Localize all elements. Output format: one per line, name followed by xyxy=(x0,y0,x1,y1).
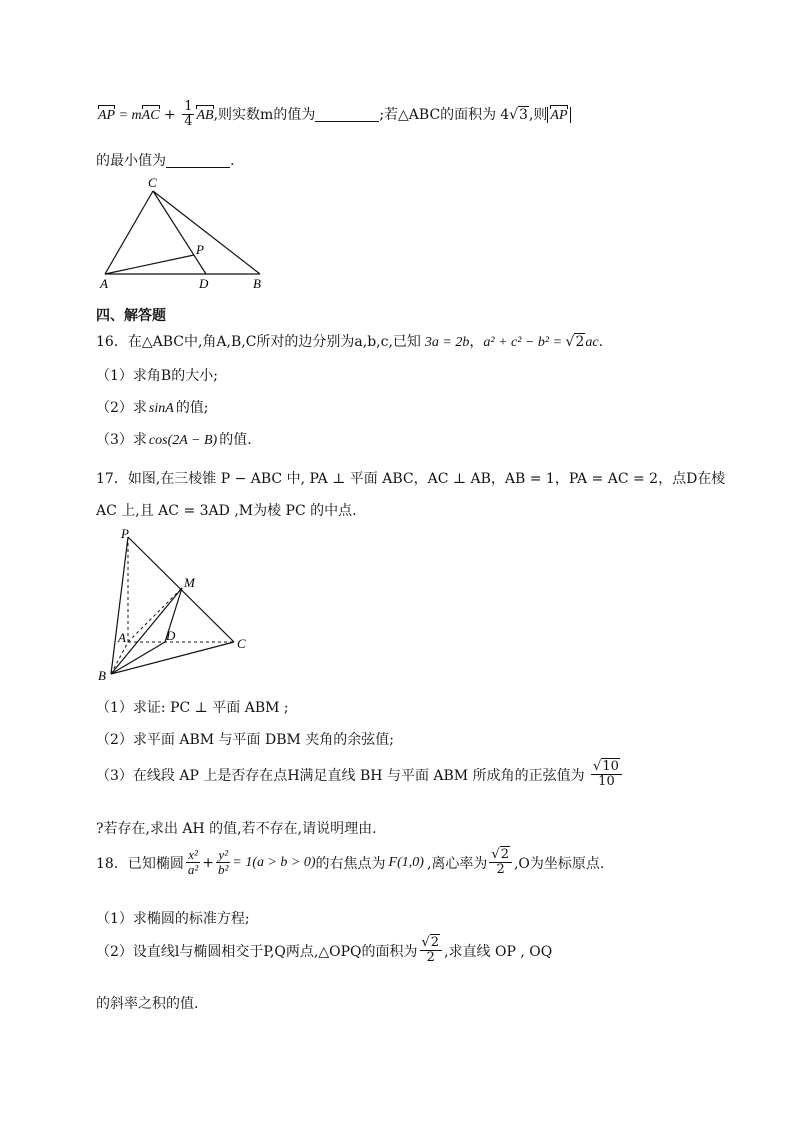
label-b: B xyxy=(98,668,106,683)
p15-text-a: ,则实数m的值为 xyxy=(213,106,316,123)
vector-ap: AP xyxy=(98,107,116,123)
ellipse-frac-y: $\frac{\text{y²}}{\text{b²}}$ xyxy=(217,847,229,878)
label-d: D xyxy=(166,628,176,643)
p15-line2-end: . xyxy=(230,153,235,169)
p17-q3: （3）在线段 AP 上是否存在点H满足直线 BH 与平面 ABM 所成角的正弦值为 $\frac{√10}{10}$ xyxy=(96,760,624,790)
label-a: A xyxy=(100,276,108,291)
sqrt-three: √3 xyxy=(509,106,528,123)
p17-stem-line2: AC 上,且 AC = 3AD ,M为棱 PC 的中点. xyxy=(96,503,357,519)
p18-q2: （2）设直线l与椭圆相交于P,Q两点,△OPQ的面积为 $\frac{√2}{2}$ ,求直线 OP , OQ xyxy=(96,935,553,966)
fraction-one-quarter: $\frac{1}{4}$ xyxy=(184,99,193,130)
label-b: B xyxy=(253,276,261,291)
sqrt-two: √2 xyxy=(565,334,585,350)
label-a: A xyxy=(118,630,126,645)
vector-ac: AC xyxy=(141,107,160,123)
p15-text-c: ,则 xyxy=(528,106,548,123)
pyramid-figure xyxy=(96,524,256,684)
p15-eq: = m xyxy=(115,107,142,123)
abs-ap: AP xyxy=(547,107,570,123)
p17-q2: （2）求平面 ABM 与平面 DBM 夹角的余弦值; xyxy=(96,732,395,748)
triangle-figure xyxy=(96,174,272,292)
p15-plus: + xyxy=(159,106,181,123)
fraction-area: $\frac{√2}{2}$ xyxy=(420,936,443,966)
area-coef: 4 xyxy=(500,106,510,123)
fraction-sqrt2-over-2: $\frac{√2}{2}$ xyxy=(489,848,512,878)
label-m: M xyxy=(184,575,195,590)
p16-q1: （1）求角B的大小; xyxy=(96,368,218,384)
label-p: P xyxy=(196,242,204,257)
p16-stem: 16．在△ABC中,角A,B,C所对的边分别为a,b,c,已知 3a = 2b，a² + c² − b² = √2ac. xyxy=(96,334,604,350)
label-c: C xyxy=(148,175,157,190)
p16-q3: （3）求 cos(2A − B) 的值. xyxy=(96,432,252,448)
p15-line1 xyxy=(98,100,571,130)
p17-stem-line1: 17．如图,在三棱锥 P − ABC 中, PA ⊥ 平面 ABC，AC ⊥ AB，AB = 1，PA = AC = 2，点D在棱 xyxy=(96,471,726,487)
p15-line2-text: 的最小值为 xyxy=(96,153,166,169)
p18-stem: 18．已知椭圆 $\frac{\text{x²}}{\text{a²}}$ + $\frac{\text{y²}}{\text{b²}}$ = 1(a > b > 0)的右焦点为 F(1,0) ,离心率为 $\frac{√2}{2}$ ,O为坐标原点. xyxy=(96,847,605,878)
label-c: C xyxy=(237,636,246,651)
p15-text-b: ;若△ABC的面积为 xyxy=(379,106,497,123)
answer-blank-2[interactable] xyxy=(166,153,230,168)
p17-q3-line2: ?若存在,求出 AH 的值,若不存在,请说明理由. xyxy=(96,821,377,837)
p18-q1: （1）求椭圆的标准方程; xyxy=(96,911,250,927)
section-heading: 四、解答题 xyxy=(96,308,166,324)
p18-q2-line2: 的斜率之积的值. xyxy=(96,996,199,1012)
answer-blank-1[interactable] xyxy=(315,107,379,122)
vector-ab: AB xyxy=(196,107,214,123)
label-p: P xyxy=(121,526,129,541)
p17-q1: （1）求证: PC ⊥ 平面 ABM ; xyxy=(96,700,289,716)
label-d: D xyxy=(199,276,209,291)
fraction-sqrt10-over-10: $\frac{√10}{10}$ xyxy=(591,760,622,790)
p16-q2: （2）求 sinA 的值; xyxy=(96,400,209,416)
ellipse-frac-x: $\frac{\text{x²}}{\text{a²}}$ xyxy=(187,847,199,878)
p15-line2 xyxy=(96,150,234,170)
